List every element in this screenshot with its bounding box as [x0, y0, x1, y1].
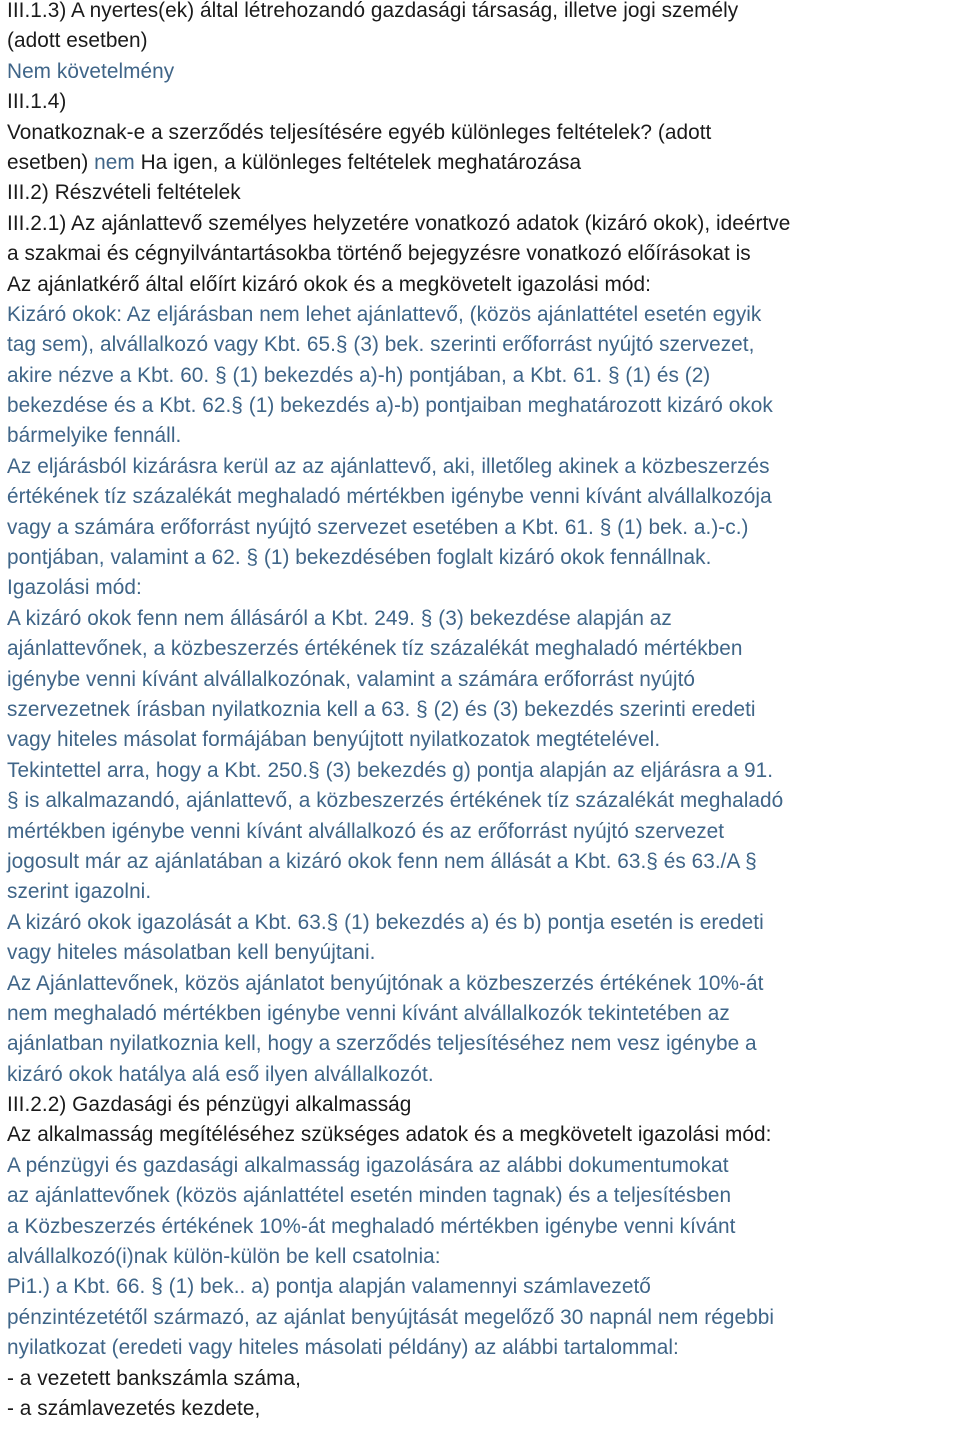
text-line	[7, 421, 957, 451]
text-segment: a szakmai és cégnyilvántartásokba történő bejegyzésre vonatkozó előírásokat is	[7, 242, 751, 266]
text-segment: ajánlattevőnek, a közbeszerzés értékének tíz százalékát meghaladó mértékben	[7, 637, 743, 661]
text-segment: szervezetnek írásban nyilatkoznia kell a 63. § (2) és (3) bekezdés szerinti eredeti	[7, 697, 756, 721]
text-line	[7, 634, 957, 664]
text-line	[7, 209, 957, 239]
text-line	[7, 1394, 957, 1424]
text-segment: pontjában, valamint a 62. § (1) bekezdésében foglalt kizáró okok fennállnak.	[7, 546, 712, 570]
text-line	[7, 817, 957, 847]
text-line	[7, 239, 957, 269]
text-line	[7, 87, 957, 117]
text-segment: nem	[94, 150, 135, 174]
text-segment: szerint igazolni.	[7, 880, 152, 904]
text-line	[7, 452, 957, 482]
text-line	[7, 665, 957, 695]
text-segment: Az alkalmasság megítéléséhez szükséges adatok és a megkövetelt igazolási mód:	[7, 1123, 772, 1147]
text-line	[7, 877, 957, 907]
text-segment: III.2) Részvételi feltételek	[7, 181, 241, 205]
text-line	[7, 725, 957, 755]
text-line	[7, 847, 957, 877]
text-segment: vagy hiteles másolat formájában benyújtott nyilatkozatok megtételével.	[7, 728, 661, 752]
text-segment: alvállalkozó(i)nak külön-külön be kell csatolnia:	[7, 1245, 441, 1269]
text-line	[7, 118, 957, 148]
text-segment: Az ajánlatkérő által előírt kizáró okok és a megkövetelt igazolási mód:	[7, 272, 651, 296]
text-segment: Ha igen, a különleges feltételek meghatározása	[134, 150, 582, 174]
text-segment: A kizáró okok igazolását a Kbt. 63.§ (1) bekezdés a) és b) pontja esetén is eredeti	[7, 910, 764, 934]
text-line	[7, 482, 957, 512]
text-line	[7, 573, 957, 603]
text-line	[7, 1060, 957, 1090]
text-segment: A kizáró okok fenn nem állásáról a Kbt. 249. § (3) bekezdése alapján az	[7, 606, 672, 630]
text-segment: Vonatkoznak-e a szerződés teljesítésére egyéb különleges feltételek? (adott	[7, 120, 712, 144]
text-segment: III.2.1) Az ajánlattevő személyes helyzetére vonatkozó adatok (kizáró okok), ideértve	[7, 211, 791, 235]
text-line	[7, 908, 957, 938]
text-segment: bekezdése és a Kbt. 62.§ (1) bekezdés a)-b) pontjaiban meghatározott kizáró okok	[7, 394, 773, 418]
text-line	[7, 786, 957, 816]
text-line	[7, 1242, 957, 1272]
text-segment: (adott esetben)	[7, 29, 148, 53]
text-line	[7, 1029, 957, 1059]
text-segment: értékének tíz százalékát meghaladó mértékben igénybe venni kívánt alvállalkozója	[7, 485, 772, 509]
text-line	[7, 57, 957, 87]
text-segment: Az Ajánlattevőnek, közös ajánlatot benyújtónak a közbeszerzés értékének 10%-át	[7, 971, 764, 995]
text-segment: a Közbeszerzés értékének 10%-át meghaladó mértékben igénybe venni kívánt	[7, 1214, 736, 1238]
text-line	[7, 1364, 957, 1394]
text-segment: Az eljárásból kizárásra kerül az az ajánlattevő, aki, illetőleg akinek a közbeszerzés	[7, 454, 770, 478]
text-segment: nem meghaladó mértékben igénybe venni kívánt alvállalkozók tekintetében az	[7, 1001, 730, 1025]
text-line	[7, 26, 957, 56]
text-segment: Igazolási mód:	[7, 576, 142, 600]
text-line	[7, 391, 957, 421]
text-line	[7, 513, 957, 543]
text-line	[7, 1333, 957, 1363]
text-segment: - a számlavezetés kezdete,	[7, 1396, 261, 1420]
text-segment: ajánlatban nyilatkoznia kell, hogy a szerződés teljesítéséhez nem vesz igénybe a	[7, 1032, 757, 1056]
text-line	[7, 543, 957, 573]
text-segment: mértékben igénybe venni kívánt alvállalkozó és az erőforrást nyújtó szervezet	[7, 819, 725, 843]
text-segment: tag sem), alvállalkozó vagy Kbt. 65.§ (3) bek. szerinti erőforrást nyújtó szervezet,	[7, 333, 755, 357]
text-segment: § is alkalmazandó, ajánlattevő, a közbeszerzés értékének tíz százalékát meghaladó	[7, 789, 784, 813]
text-line	[7, 361, 957, 391]
text-line	[7, 0, 957, 26]
text-segment: III.2.2) Gazdasági és pénzügyi alkalmasság	[7, 1093, 412, 1117]
text-line	[7, 270, 957, 300]
text-line	[7, 1212, 957, 1242]
text-line	[7, 1303, 957, 1333]
text-segment: Kizáró okok: Az eljárásban nem lehet ajánlattevő, (közös ajánlattétel esetén egyik	[7, 302, 762, 326]
text-segment: igénybe venni kívánt alvállalkozónak, valamint a számára erőforrást nyújtó	[7, 667, 696, 691]
text-line	[7, 969, 957, 999]
text-line	[7, 756, 957, 786]
text-line	[7, 999, 957, 1029]
text-segment: jogosult már az ajánlatában a kizáró okok fenn nem állását a Kbt. 63.§ és 63./A §	[7, 849, 757, 873]
text-line	[7, 1181, 957, 1211]
text-line	[7, 1151, 957, 1181]
text-line	[7, 330, 957, 360]
text-segment: III.1.4)	[7, 90, 67, 114]
text-line	[7, 148, 957, 178]
text-segment: akire nézve a Kbt. 60. § (1) bekezdés a)-h) pontjában, a Kbt. 61. § (1) és (2)	[7, 363, 711, 387]
text-line	[7, 300, 957, 330]
text-segment: pénzintézetétől származó, az ajánlat benyújtását megelőző 30 napnál nem régebbi	[7, 1305, 774, 1329]
text-segment: az ajánlattevőnek (közös ajánlattétel esetén minden tagnak) és a teljesítésben	[7, 1184, 732, 1208]
text-line	[7, 178, 957, 208]
document-page	[7, 0, 957, 1424]
text-line	[7, 604, 957, 634]
text-segment: Nem követelmény	[7, 59, 175, 83]
text-segment: vagy hiteles másolatban kell benyújtani.	[7, 941, 376, 965]
text-segment: Pi1.) a Kbt. 66. § (1) bek.. a) pontja alapján valamennyi számlavezető	[7, 1275, 651, 1299]
text-segment: III.1.3) A nyertes(ek) által létrehozandó gazdasági társaság, illetve jogi személy	[7, 0, 739, 22]
text-segment: A pénzügyi és gazdasági alkalmasság igazolására az alábbi dokumentumokat	[7, 1153, 729, 1177]
text-segment: Tekintettel arra, hogy a Kbt. 250.§ (3) bekezdés g) pontja alapján az eljárásra a 91.	[7, 758, 774, 782]
text-segment: - a vezetett bankszámla száma,	[7, 1366, 301, 1390]
text-segment: bármelyike fennáll.	[7, 424, 182, 448]
text-line	[7, 1120, 957, 1150]
text-segment: kizáró okok hatálya alá eső ilyen alvállalkozót.	[7, 1062, 434, 1086]
text-line	[7, 695, 957, 725]
text-line	[7, 1090, 957, 1120]
text-segment: esetben)	[7, 150, 95, 174]
text-line	[7, 938, 957, 968]
text-segment: nyilatkozat (eredeti vagy hiteles másolati példány) az alábbi tartalommal:	[7, 1336, 679, 1360]
text-segment: vagy a számára erőforrást nyújtó szervezet esetében a Kbt. 61. § (1) bek. a.)-c.)	[7, 515, 749, 539]
text-line	[7, 1272, 957, 1302]
